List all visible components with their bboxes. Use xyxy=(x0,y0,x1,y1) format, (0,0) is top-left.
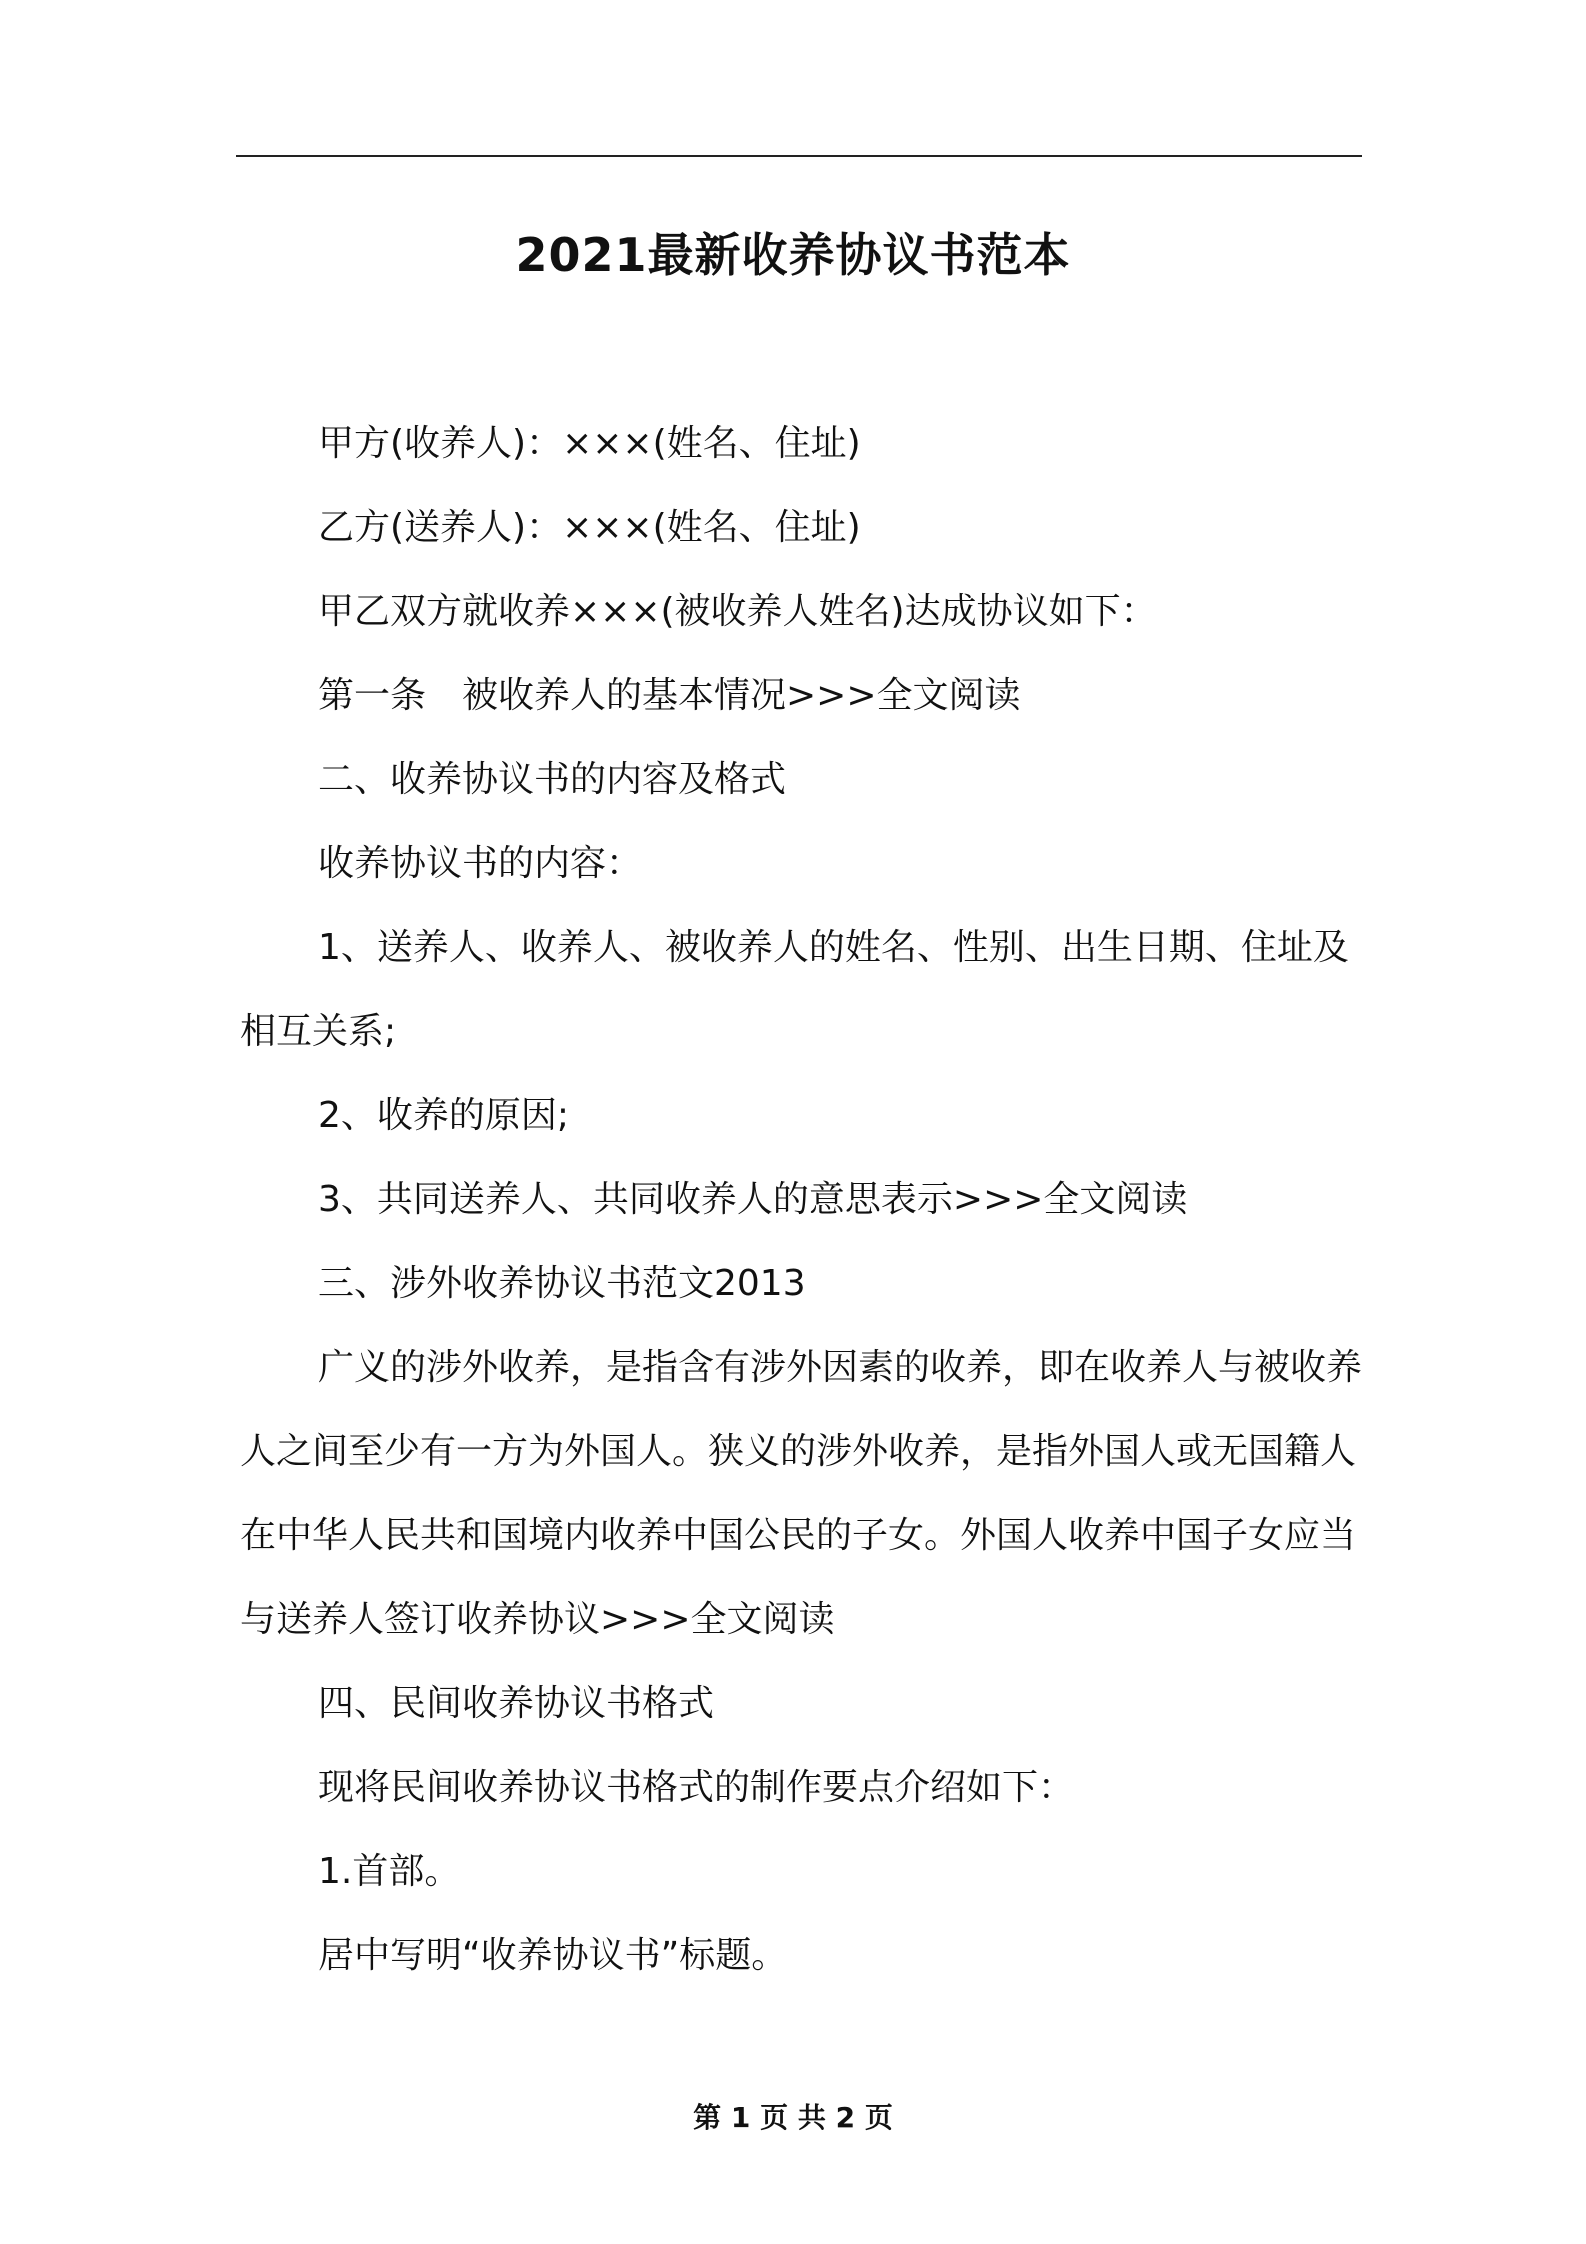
list-item-1: 1、送养人、收养人、被收养人的姓名、性别、出生日期、住址及相互关系; xyxy=(240,927,1349,1052)
paragraph-foreign-adoption: 广义的涉外收养，是指含有涉外因素的收养，即在收养人与被收养人之间至少有一方为外国人。狭义的涉外收养，是指外国人或无国籍人在中华人民共和国境内收养中国公民的子女。外国人收养中国子女应当与送养人签订收养协议>>>全文阅读 xyxy=(240,1347,1363,1640)
page-footer: 第 1 页 共 2 页 xyxy=(693,2101,893,2134)
paragraph-format-intro: 现将民间收养协议书格式的制作要点介绍如下： xyxy=(318,1767,1075,1808)
paragraph-title-instruction: 居中写明“收养协议书”标题。 xyxy=(318,1935,788,1976)
paragraph-party-a: 甲方(收养人)：×××(姓名、住址) xyxy=(318,423,861,464)
paragraph-article-one: 第一条 被收养人的基本情况>>>全文阅读 xyxy=(318,675,1021,716)
section-heading-foreign-adoption: 三、涉外收养协议书范文2013 xyxy=(318,1263,806,1304)
paragraph-content-label: 收养协议书的内容： xyxy=(318,843,643,884)
paragraph-agreement-intro: 甲乙双方就收养×××(被收养人姓名)达成协议如下： xyxy=(318,591,1157,632)
paragraph-header-section: 1.首部。 xyxy=(318,1851,461,1892)
section-heading-content-format: 二、收养协议书的内容及格式 xyxy=(318,759,787,800)
list-item-2: 2、收养的原因; xyxy=(318,1095,570,1136)
document-body xyxy=(240,402,1362,1998)
page-title: 2021最新收养协议书范本 xyxy=(515,228,1071,282)
paragraph-party-b: 乙方(送养人)：×××(姓名、住址) xyxy=(318,507,861,548)
header-rule xyxy=(236,155,1362,157)
list-item-3: 3、共同送养人、共同收养人的意思表示>>>全文阅读 xyxy=(318,1179,1188,1220)
section-heading-civil-format: 四、民间收养协议书格式 xyxy=(318,1683,715,1724)
